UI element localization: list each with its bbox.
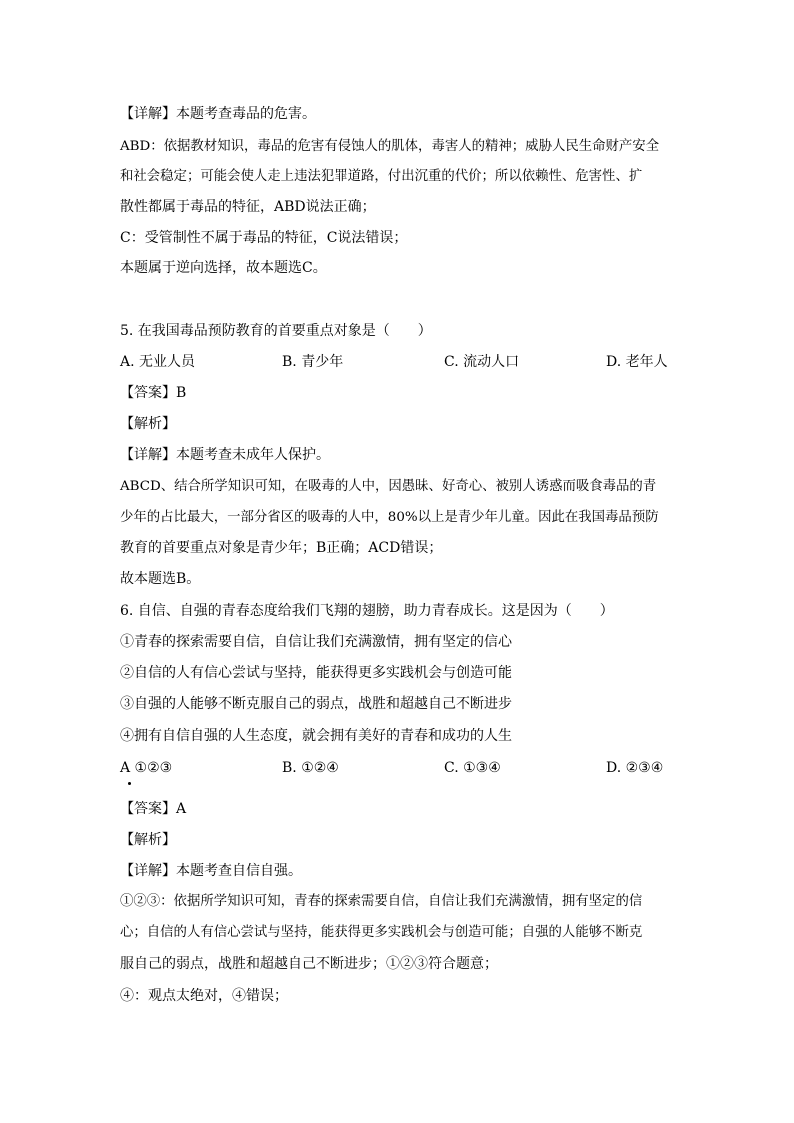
q4-conclusion: 本题属于逆向选择，故本题选C。 xyxy=(120,260,327,276)
q5-option-c: C. 流动人口 xyxy=(444,354,520,370)
q5-conclusion: 故本题选B。 xyxy=(120,571,201,587)
q5-detail-heading: 【详解】本题考查未成年人保护。 xyxy=(120,447,330,463)
q6-option-c: C. ①③④ xyxy=(444,760,501,776)
q5-option-a: A. 无业人员 xyxy=(120,354,196,370)
q4-abd-line-3: 散性都属于毒品的特征，ABD说法正确； xyxy=(120,199,376,215)
q6-option-a: A ①②③ xyxy=(120,760,173,776)
q5-option-b: B. 青少年 xyxy=(282,354,344,370)
q6-detail-heading: 【详解】本题考查自信自强。 xyxy=(120,863,302,879)
q4-c-line: C：受管制性不属于毒品的特征，C说法错误； xyxy=(120,230,408,246)
q6-stem: 6. 自信、自强的青春态度给我们飞翔的翅膀，助力青春成长。这是因为（ ） xyxy=(120,603,614,619)
q5-line-2: 少年的占比最大，一部分省区的吸毒的人中，80%以上是青少年儿童。因此在我国毒品预防 xyxy=(120,510,659,525)
q6-answer: 【答案】A xyxy=(120,801,187,817)
q4-detail-heading: 【详解】本题考查毒品的危害。 xyxy=(120,106,316,122)
q6-statement-3: ③自强的人能够不断克服自己的弱点，战胜和超越自己不断进步 xyxy=(120,696,512,712)
q5-answer: 【答案】B xyxy=(120,385,187,401)
q6-statement-1: ①青春的探索需要自信，自信让我们充满激情，拥有坚定的信心 xyxy=(120,634,512,650)
q5-line-3: 教育的首要重点对象是青少年；B正确；ACD错误； xyxy=(120,540,443,556)
q6-statement-4: ④拥有自信自强的人生态度，就会拥有美好的青春和成功的人生 xyxy=(120,728,512,744)
q6-line-1: ①②③：依据所学知识可知，青春的探索需要自信，自信让我们充满激情，拥有坚定的信 xyxy=(120,894,643,909)
q6-option-d: D. ②③④ xyxy=(606,760,664,776)
q6-statement-2: ②自信的人有信心尝试与坚持，能获得更多实践机会与创造可能 xyxy=(120,665,512,681)
q6-line-2: 心；自信的人有信心尝试与坚持，能获得更多实践机会与创造可能；自强的人能够不断克 xyxy=(120,925,643,940)
option-a-dot-mark xyxy=(128,782,131,785)
q5-option-d: D. 老年人 xyxy=(606,354,668,370)
q6-option-b: B. ①②④ xyxy=(282,760,339,776)
q6-analysis-title: 【解析】 xyxy=(120,832,176,848)
q6-line-4: ④：观点太绝对，④错误； xyxy=(120,988,288,1004)
q6-line-3: 服自己的弱点，战胜和超越自己不断进步；①②③符合题意； xyxy=(120,956,498,972)
q4-abd-line-1: ABD：依据教材知识，毒品的危害有侵蚀人的肌体，毒害人的精神；威胁人民生命财产安全 xyxy=(120,139,660,154)
q5-stem: 5. 在我国毒品预防教育的首要重点对象是（ ） xyxy=(120,323,432,339)
q5-line-1: ABCD、结合所学知识可知，在吸毒的人中，因愚昧、好奇心、被别人诱惑而吸食毒品的青 xyxy=(120,479,657,494)
q4-abd-line-2: 和社会稳定；可能会使人走上违法犯罪道路，付出沉重的代价；所以依赖性、危害性、扩 xyxy=(120,169,643,184)
q5-analysis-title: 【解析】 xyxy=(120,416,176,432)
